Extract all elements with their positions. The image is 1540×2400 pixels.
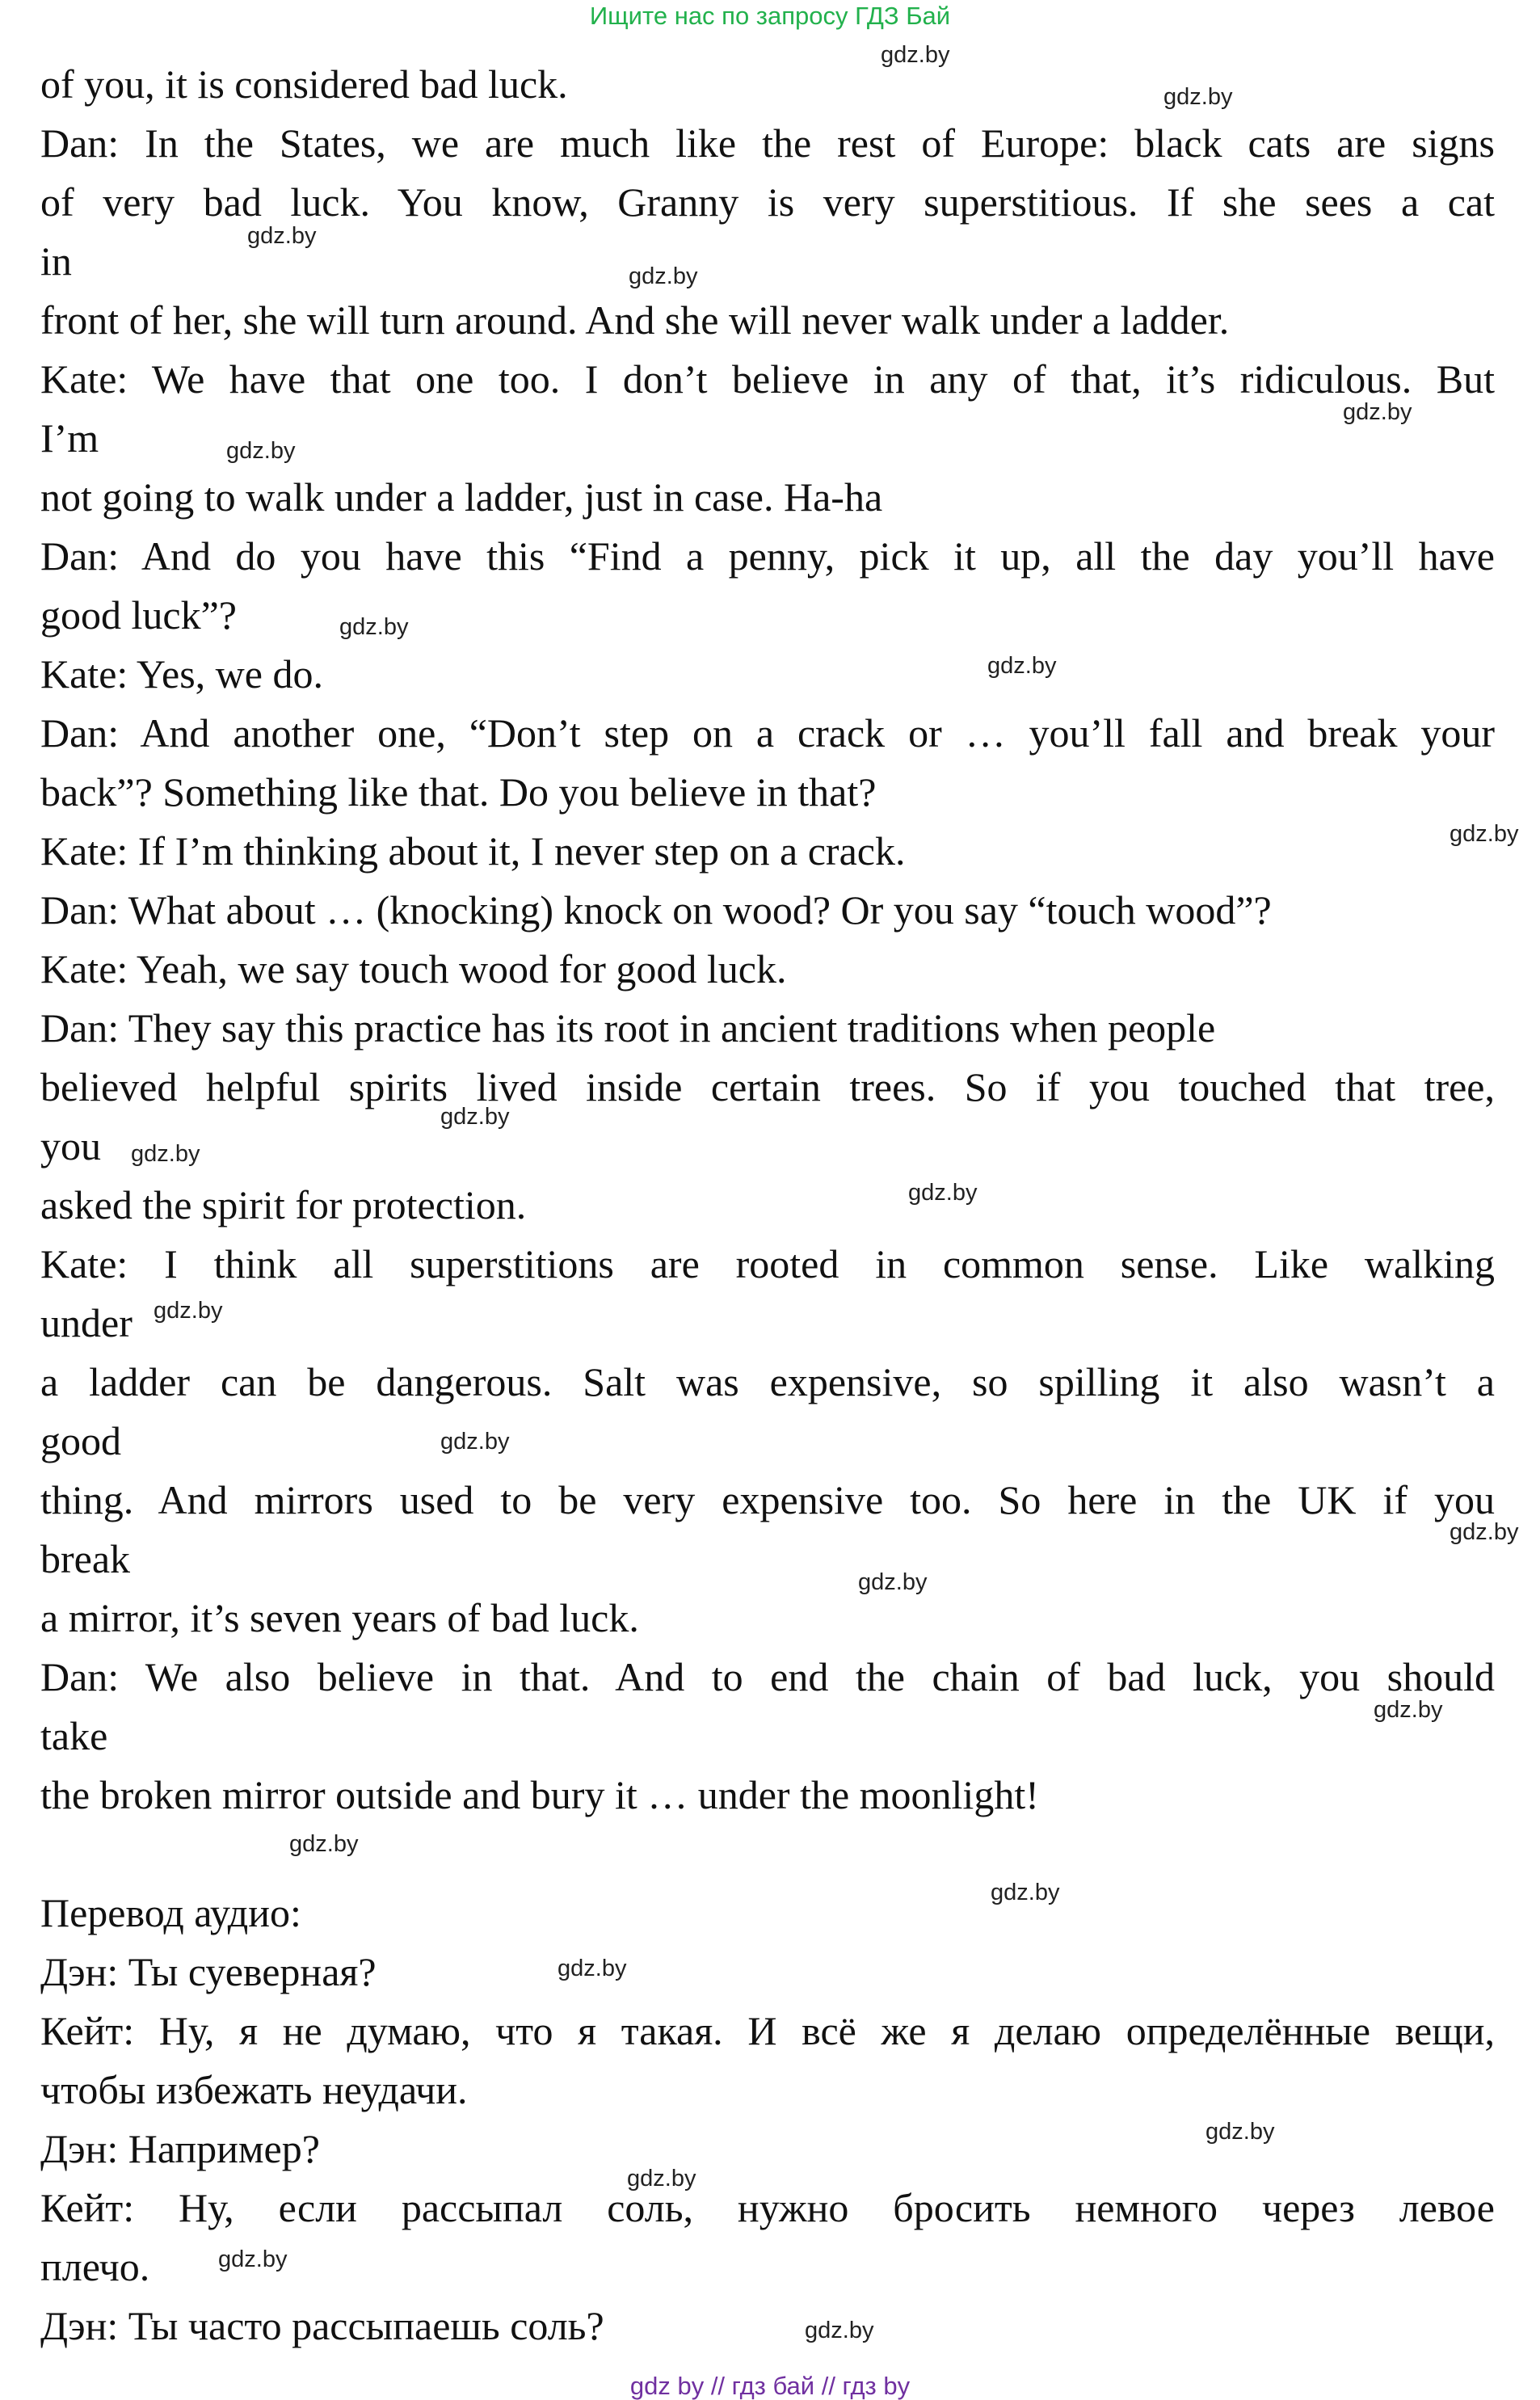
text-line: good: [40, 1418, 121, 1463]
text-line: a mirror, it’s seven years of bad luck.: [40, 1595, 639, 1640]
text-line: asked the spirit for protection.: [40, 1182, 527, 1227]
text-line: Дэн: Ты суеверная?: [40, 1949, 377, 1994]
text-line: not going to walk under a ladder, just in case. Ha-ha: [40, 474, 883, 520]
watermark: gdz.by: [805, 2318, 874, 2343]
text-line: the broken mirror outside and bury it … under the moonlight!: [40, 1772, 1039, 1817]
watermark: gdz.by: [908, 1180, 978, 1206]
watermark: gdz.by: [1343, 399, 1412, 425]
watermark: gdz.by: [339, 614, 409, 640]
site-footer: gdz by // гдз бай // гдз by: [629, 2372, 911, 2400]
watermark: gdz.by: [1450, 821, 1519, 847]
text-line: under: [40, 1300, 133, 1345]
watermark: gdz.by: [218, 2246, 288, 2272]
text-line: Кейт: Ну, я не думаю, что я такая. И всё же я делаю определённые вещи,: [40, 2008, 1495, 2053]
text-line: good luck”?: [40, 592, 237, 638]
watermark: gdz.by: [991, 1880, 1060, 1905]
watermark: gdz.by: [558, 1956, 627, 1981]
text-line: Kate: Yeah, we say touch wood for good luck.: [40, 946, 787, 992]
text-line: Kate: I think all superstitions are rooted in common sense. Like walking: [40, 1241, 1495, 1286]
text-line: Dan: What about … (knocking) knock on wood? Or you say “touch wood”?: [40, 887, 1272, 933]
text-line: Dan: In the States, we are much like the rest of Europe: black cats are signs: [40, 120, 1495, 166]
text-line: Dan: They say this practice has its root in ancient traditions when people: [40, 1005, 1216, 1051]
text-line: you: [40, 1123, 101, 1168]
site-banner: Ищите нас по запросу ГДЗ Бай: [589, 2, 951, 30]
text-line: чтобы избежать неудачи.: [40, 2067, 468, 2112]
text-line: front of her, she will turn around. And she will never walk under a ladder.: [40, 297, 1230, 343]
text-line: Кейт: Ну, если рассыпал соль, нужно бросить немного через левое: [40, 2185, 1495, 2230]
watermark: gdz.by: [440, 1429, 510, 1455]
watermark: gdz.by: [131, 1141, 200, 1167]
text-line: back”? Something like that. Do you believe in that?: [40, 769, 877, 815]
text-line: thing. And mirrors used to be very expensive too. So here in the UK if you: [40, 1477, 1495, 1522]
watermark: gdz.by: [629, 263, 698, 289]
watermark: gdz.by: [627, 2166, 696, 2192]
text-line: break: [40, 1536, 131, 1581]
text-line: Дэн: Ты часто рассыпаешь соль?: [40, 2303, 604, 2348]
watermark: gdz.by: [440, 1104, 510, 1130]
text-line: believed helpful spirits lived inside certain trees. So if you touched that tree,: [40, 1064, 1495, 1109]
text-line: Дэн: Например?: [40, 2126, 320, 2171]
text-line: I’m: [40, 415, 99, 461]
text-line: плечо.: [40, 2244, 150, 2289]
text-line: of very bad luck. You know, Granny is very superstitious. If she sees a cat: [40, 179, 1495, 225]
text-line: in: [40, 238, 72, 284]
watermark: gdz.by: [1374, 1697, 1443, 1723]
watermark: gdz.by: [987, 653, 1057, 679]
watermark: gdz.by: [226, 438, 296, 464]
watermark: gdz.by: [247, 223, 317, 249]
watermark: gdz.by: [858, 1569, 928, 1595]
watermark: gdz.by: [289, 1831, 359, 1857]
watermark: gdz.by: [1450, 1519, 1519, 1545]
document-body: [40, 55, 1495, 2356]
text-line: of you, it is considered bad luck.: [40, 61, 568, 107]
text-line: Kate: If I’m thinking about it, I never step on a crack.: [40, 828, 906, 874]
text-line: Kate: We have that one too. I don’t believe in any of that, it’s ridiculous. But: [40, 356, 1495, 402]
text-line: Dan: And do you have this “Find a penny, pick it up, all the day you’ll have: [40, 533, 1495, 579]
text-line: Dan: And another one, “Don’t step on a crack or … you’ll fall and break your: [40, 710, 1495, 756]
text-line: Dan: We also believe in that. And to end the chain of bad luck, you should: [40, 1654, 1495, 1699]
watermark: gdz.by: [154, 1298, 223, 1324]
text-line: a ladder can be dangerous. Salt was expensive, so spilling it also wasn’t a: [40, 1359, 1495, 1404]
paragraph-gap: [40, 1825, 1495, 1884]
text-line: take: [40, 1713, 108, 1758]
text-line: Kate: Yes, we do.: [40, 651, 323, 697]
watermark: gdz.by: [881, 42, 950, 68]
translation-heading: Перевод аудио:: [40, 1890, 301, 1935]
watermark: gdz.by: [1205, 2119, 1275, 2145]
watermark: gdz.by: [1163, 84, 1233, 110]
